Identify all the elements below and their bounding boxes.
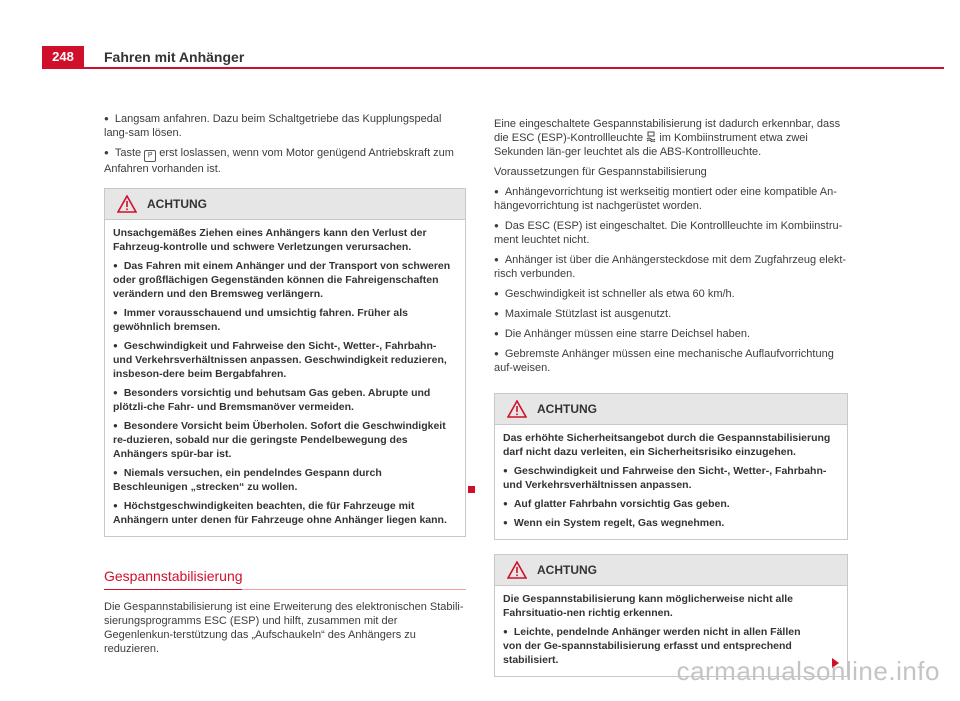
chapter-title: Fahren mit Anhänger bbox=[104, 49, 245, 65]
warning-item: ● Immer vorausschauend und umsichtig fahren. Früher als gewöhnlich bremsen. bbox=[113, 306, 457, 334]
section-text: Die Gespannstabilisierung ist eine Erweiterung des elektronischen Stabili-sierungsprogramms ESC (ESP) und hilft, zusammen mit der Gegenlenkun-terstützung das „Aufschaukeln“ des Anhängers zu reduzieren. bbox=[104, 601, 464, 655]
warning-box bbox=[494, 393, 848, 540]
warning-item: ● Besondere Vorsicht beim Überholen. Sofort die Geschwindigkeit re-duzieren, sobald nur die geringste Pendelbewegung des Anhängers spür-bar ist. bbox=[113, 419, 457, 461]
warning-item: ● Leichte, pendelnde Anhänger werden nicht in allen Fällen von der Ge-spannstabilisierung erfasst und entsprechend stabilisiert. bbox=[503, 625, 821, 667]
warning-item: ● Niemals versuchen, ein pendelndes Gespann durch Beschleunigen „strecken“ zu wollen. bbox=[113, 466, 457, 494]
parking-brake-key-icon: P bbox=[144, 150, 156, 162]
prereq-item: ● Maximale Stützlast ist ausgenutzt. bbox=[494, 307, 848, 321]
warning-body bbox=[495, 425, 847, 539]
warning-item: ● Wenn ein System regelt, Gas wegnehmen. bbox=[503, 516, 839, 530]
prereq-item: ● Gebremste Anhänger müssen eine mechanische Auflaufvorrichtung auf-weisen. bbox=[494, 347, 848, 375]
section-title: Gespannstabilisierung bbox=[104, 569, 242, 590]
warning-title: ACHTUNG bbox=[147, 197, 207, 211]
intro-post: im Kombiinstrument etwa zwei Sekunden län-ger leuchtet als die ABS-Kontrollleuchte. bbox=[494, 132, 808, 158]
esc-warning-lamp-icon bbox=[646, 131, 656, 142]
warning-item: ● Geschwindigkeit und Fahrweise den Sicht-, Wetter-, Fahrbahn- und Verkehrsverhältnissen anpassen. bbox=[503, 464, 839, 492]
warning-title: ACHTUNG bbox=[537, 402, 597, 416]
warning-item: ● Höchstgeschwindigkeiten beachten, die für Fahrzeuge mit Anhängern unter denen für Fahrzeuge ohne Anhänger liegen kann. bbox=[113, 499, 457, 527]
header-rule bbox=[42, 67, 944, 69]
warning-triangle-icon bbox=[507, 561, 527, 579]
watermark: carmanualsonline.info bbox=[676, 656, 940, 686]
warning-header bbox=[105, 189, 465, 220]
bullet-text-pre: Taste bbox=[114, 147, 142, 159]
warning-item: ● Das Fahren mit einem Anhänger und der Transport von schweren oder großflächigen Gegenständen können die Fahreigenschaften verändern und den Bremsweg verlängern. bbox=[113, 259, 457, 301]
prereq-item: ● Das ESC (ESP) ist eingeschaltet. Die Kontrollleuchte im Kombiinstru-ment leuchtet nicht. bbox=[494, 219, 848, 247]
warning-header bbox=[495, 394, 847, 425]
warning-item: ● Besonders vorsichtig und behutsam Gas geben. Abrupte und plötzli-che Fahr- und Bremsmanöver vermeiden. bbox=[113, 386, 457, 414]
warning-lead: Die Gespannstabilisierung kann möglicherweise nicht alle Fahrsituatio-nen richtig erkennen. bbox=[503, 593, 794, 619]
page-number: 248 bbox=[42, 46, 84, 68]
prereq-item: ● Anhänger ist über die Anhängersteckdose mit dem Zugfahrzeug elekt-risch verbunden. bbox=[494, 253, 848, 281]
prereq-item: ● Die Anhänger müssen eine starre Deichsel haben. bbox=[494, 327, 848, 341]
warning-item: ● Geschwindigkeit und Fahrweise den Sicht-, Wetter-, Fahrbahn- und Verkehrsverhältnissen anpassen. Geschwindigkeit reduzieren, insbeson-dere beim Bergabfahren. bbox=[113, 339, 457, 381]
warning-title: ACHTUNG bbox=[537, 563, 597, 577]
list-item bbox=[104, 146, 466, 176]
intro-text bbox=[494, 117, 848, 159]
end-marker-icon bbox=[468, 486, 475, 493]
prereq-item: ● Geschwindigkeit ist schneller als etwa 60 km/h. bbox=[494, 287, 848, 301]
right-column bbox=[494, 117, 848, 677]
warning-lead: Das erhöhte Sicherheitsangebot durch die Gespannstabilisierung darf nicht dazu verleiten, ein Sicherheitsrisiko einzugehen. bbox=[503, 432, 831, 458]
list-item: ● Langsam anfahren. Dazu beim Schaltgetriebe das Kupplungspedal lang-sam lösen. bbox=[104, 112, 466, 140]
left-column bbox=[104, 112, 466, 662]
warning-triangle-icon bbox=[117, 195, 137, 213]
warning-box bbox=[104, 188, 466, 537]
warning-header bbox=[495, 555, 847, 586]
warning-triangle-icon bbox=[507, 400, 527, 418]
warning-item: ● Auf glatter Fahrbahn vorsichtig Gas geben. bbox=[503, 497, 839, 511]
prereq-item: ● Anhängevorrichtung ist werkseitig montiert oder eine kompatible An-hängevorrichtung ist nachgerüstet worden. bbox=[494, 185, 848, 213]
intro-pre: Eine eingeschaltete Gespannstabilisierung ist dadurch erkennbar, dass die ESC (ESP)-Kontrollleuchte bbox=[494, 118, 841, 144]
prereq-title: Voraussetzungen für Gespannstabilisierung bbox=[494, 166, 707, 178]
bullet-text-post: erst loslassen, wenn vom Motor genügend Antriebskraft zum Anfahren vorhanden ist. bbox=[104, 147, 454, 175]
warning-body bbox=[105, 220, 465, 536]
warning-lead: Unsachgemäßes Ziehen eines Anhängers kann den Verlust der Fahrzeug-kontrolle und schwere Verletzungen verursachen. bbox=[113, 227, 427, 253]
